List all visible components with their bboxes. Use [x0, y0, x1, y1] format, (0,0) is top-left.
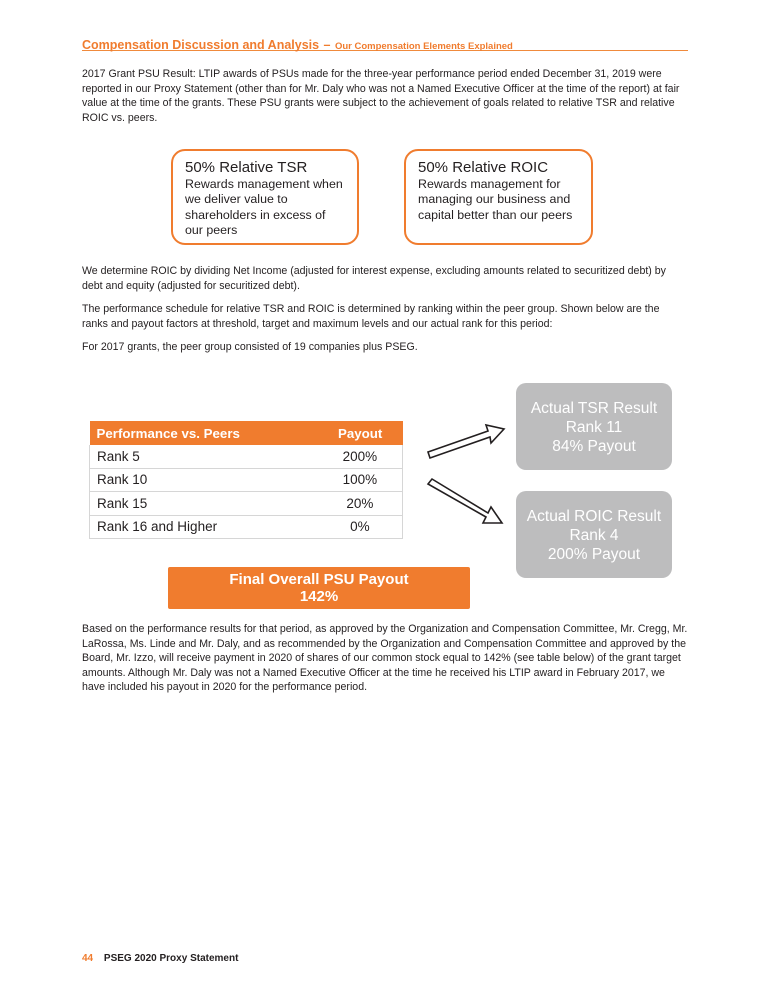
- tsr-result-title: Actual TSR Result: [530, 400, 658, 417]
- tsr-callout-body: Rewards management when we deliver value to shareholders in excess of our peers: [185, 177, 343, 237]
- table-row: [90, 468, 403, 492]
- roic-definition-paragraph: We determine ROIC by dividing Net Income (adjusted for interest expense, excluding amounts related to securitized debt) by debt and equity (adjusted for securitized debt).: [82, 265, 666, 292]
- peer-group-paragraph: For 2017 grants, the peer group consisted of 19 companies plus PSEG.: [82, 341, 418, 353]
- section-title: Compensation Discussion and Analysis: [82, 38, 320, 52]
- arrow-to-roic-icon: [428, 479, 502, 523]
- table-row: [90, 515, 403, 539]
- tsr-result-rank: Rank 11: [565, 419, 623, 436]
- arrow-to-tsr-icon: [428, 425, 504, 458]
- table-cell-payout: 200%: [318, 445, 403, 468]
- result-arrows: [420, 410, 520, 540]
- tsr-result-box: [516, 383, 672, 470]
- closing-paragraph: Based on the performance results for that period, as approved by the Organization and Compensation Committee, Mr. Cregg, Mr. LaRossa, Ms. Linde and Mr. Daly, and as recommended by the Organization and Compensation Committee and approved by the Board, Mr. Izzo, will receive payment in 2020 of shares of our common stock equal to 142% (see table below) of the grant target amounts. Although Mr. Daly was not a Named Executive Officer at the time he received his LTIP award in February 2017, we have included his payout in 2020 for the performance period.: [82, 623, 688, 694]
- intro-paragraph: 2017 Grant PSU Result: LTIP awards of PSUs made for the three-year performance period ended December 31, 2019 were reported in our Proxy Statement (other than for Mr. Daly who was not a Named Executive Officer at the time of the report) at fair value at the time of the grants. These PSU grants were subject to the achievement of goals related to relative TSR and relative ROIC vs. peers.: [82, 68, 680, 124]
- roic-result-rank: Rank 4: [569, 527, 619, 544]
- section-subtitle: Our Compensation Elements Explained: [334, 41, 513, 52]
- payout-table: [89, 421, 403, 539]
- final-payout-banner: [168, 567, 470, 609]
- tsr-callout-title: 50% Relative TSR: [185, 159, 308, 176]
- header-separator: –: [323, 38, 331, 52]
- table-cell-rank: Rank 15: [90, 492, 318, 516]
- roic-result-title: Actual ROIC Result: [526, 508, 662, 525]
- table-cell-rank: Rank 10: [90, 468, 318, 492]
- tsr-callout: [171, 149, 359, 245]
- publication-name: PSEG 2020 Proxy Statement: [103, 953, 239, 964]
- table-cell-payout: 20%: [318, 492, 403, 516]
- table-cell-rank: Rank 5: [90, 445, 318, 468]
- performance-schedule-paragraph: The performance schedule for relative TSR and ROIC is determined by ranking within the peer group. Shown below are the ranks and payout factors at threshold, target and maximum levels and our actual rank for this period:: [82, 303, 660, 330]
- page-number: 44: [82, 953, 94, 964]
- roic-callout: [404, 149, 593, 245]
- column-header-payout: Payout: [318, 421, 403, 445]
- roic-result-box: [516, 491, 672, 578]
- roic-result-payout: 200% Payout: [547, 546, 641, 563]
- tsr-result-payout: 84% Payout: [552, 438, 636, 455]
- column-header-performance: Performance vs. Peers: [90, 421, 318, 445]
- table-row: [90, 492, 403, 516]
- final-payout-value: 142%: [299, 588, 339, 605]
- table-cell-payout: 100%: [318, 468, 403, 492]
- final-payout-title: Final Overall PSU Payout: [229, 571, 409, 588]
- page-footer: [82, 953, 238, 964]
- table-header-row: [90, 421, 403, 445]
- table-row: [90, 445, 403, 468]
- page-header: [82, 36, 688, 51]
- table-cell-rank: Rank 16 and Higher: [90, 515, 318, 539]
- roic-callout-body: Rewards management for managing our business and capital better than our peers: [418, 177, 573, 222]
- roic-callout-title: 50% Relative ROIC: [418, 159, 549, 176]
- table-cell-payout: 0%: [318, 515, 403, 539]
